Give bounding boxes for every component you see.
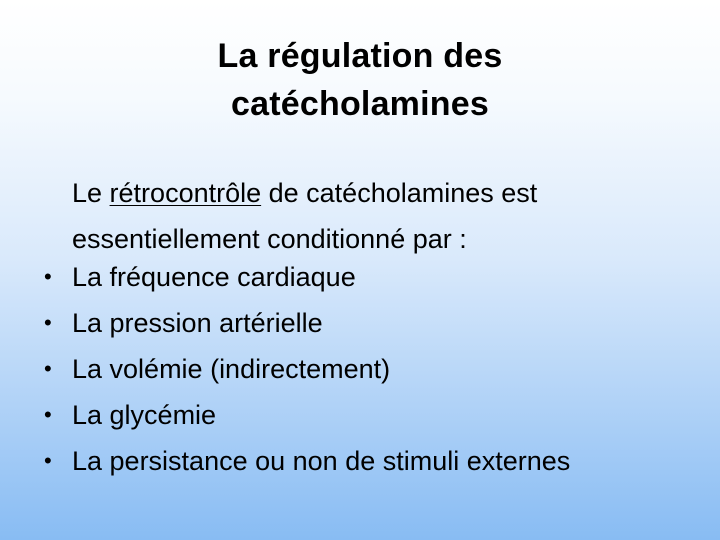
slide-title-line-2: catécholamines bbox=[231, 85, 489, 123]
list-item bbox=[0, 346, 720, 392]
bullet-text: La glycémie bbox=[72, 400, 217, 430]
list-item bbox=[0, 300, 720, 346]
bullet-text: La pression artérielle bbox=[72, 308, 323, 338]
intro-line-1 bbox=[72, 170, 692, 216]
bullet-icon: • bbox=[44, 448, 52, 473]
intro-paragraph bbox=[72, 170, 692, 262]
bullet-icon: • bbox=[44, 356, 52, 381]
bullet-text: La fréquence cardiaque bbox=[72, 262, 356, 292]
bullet-icon: • bbox=[44, 264, 52, 289]
intro-suffix: de catécholamines est bbox=[261, 178, 538, 208]
slide-title bbox=[60, 32, 660, 128]
list-item bbox=[0, 254, 720, 300]
slide-title-line-1: La régulation des bbox=[217, 37, 503, 75]
bullet-icon: • bbox=[44, 310, 52, 335]
bullet-text: La persistance ou non de stimuli externes bbox=[72, 446, 571, 476]
bullet-list bbox=[0, 254, 720, 484]
intro-prefix: Le bbox=[72, 178, 110, 208]
list-item bbox=[0, 438, 720, 484]
intro-line-2: essentiellement conditionné par : bbox=[72, 224, 467, 254]
bullet-icon: • bbox=[44, 402, 52, 427]
list-item bbox=[0, 392, 720, 438]
intro-underlined-term: rétrocontrôle bbox=[109, 178, 262, 208]
bullet-text: La volémie (indirectement) bbox=[72, 354, 391, 384]
